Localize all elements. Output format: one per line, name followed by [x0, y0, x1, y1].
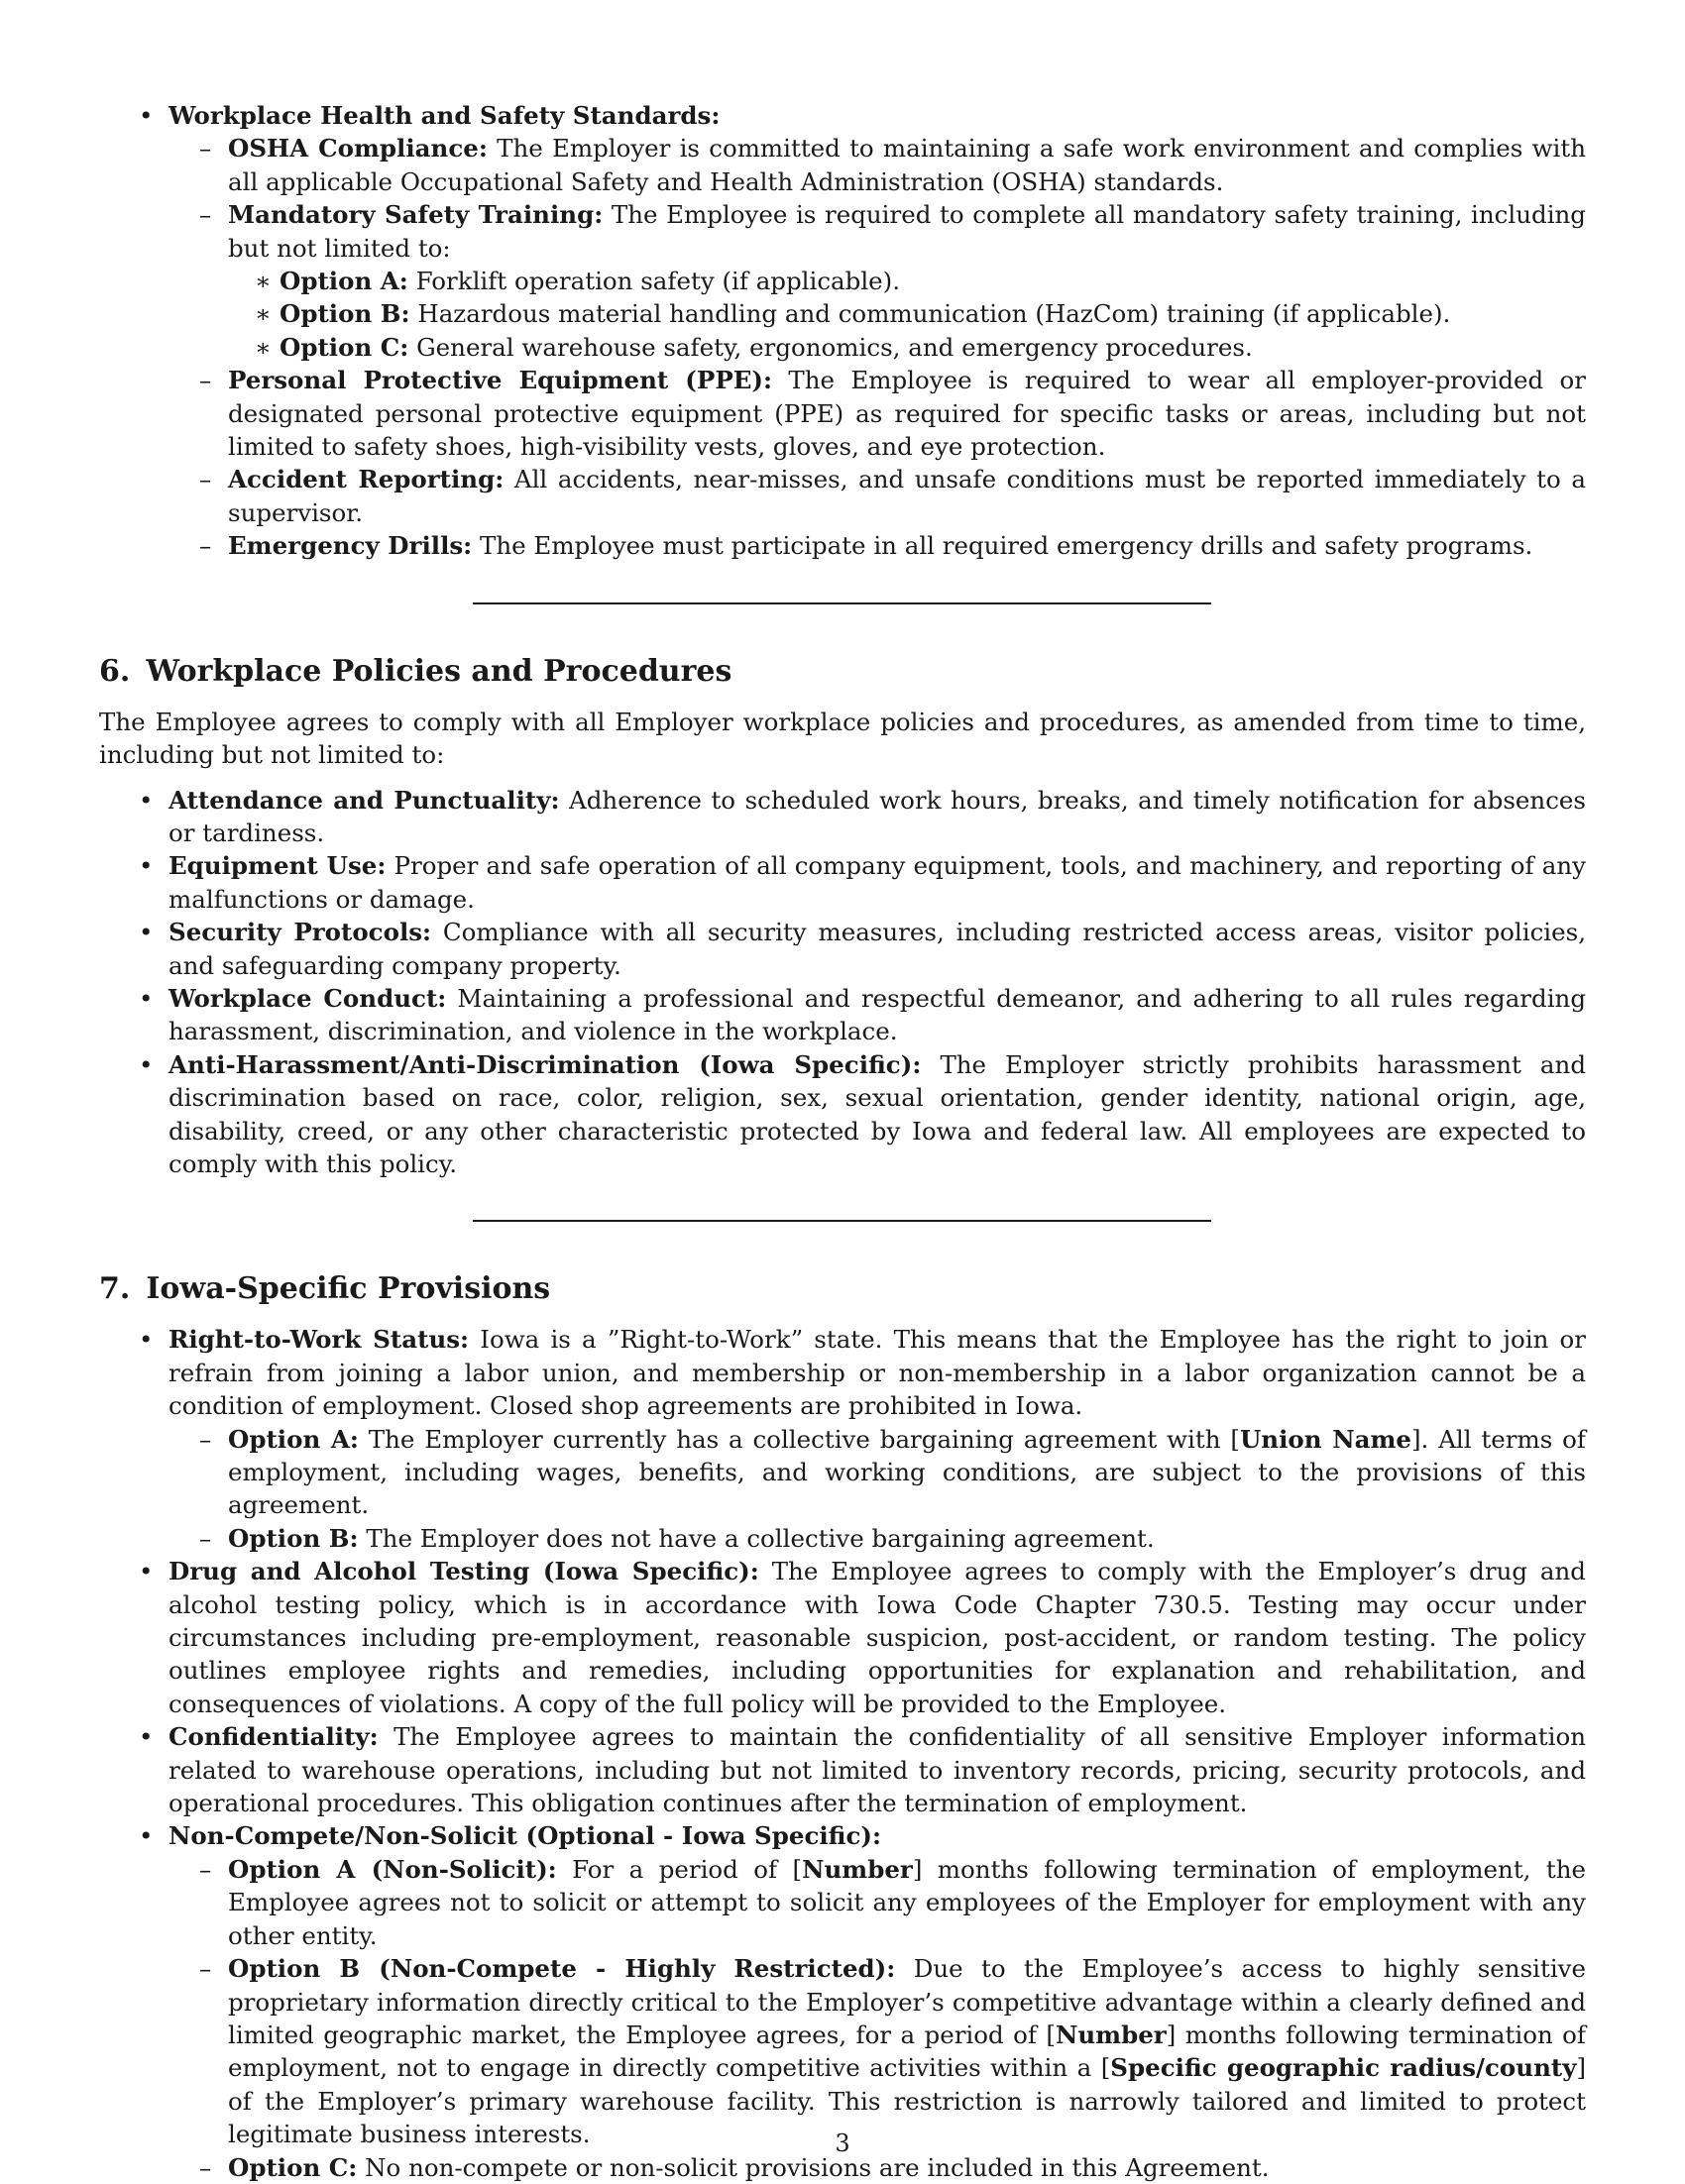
- number-placeholder: Number: [802, 1854, 913, 1884]
- policy-anti-harassment: • Anti-Harassment/Anti-Discrimination (Iowa Specific): The Employer strictly prohibits harassment and discrimination based on race, color, religion, sex, sexual orientation, gender identity, national origin, age, disability, creed, or any other characteristic protected by Iowa and federal law. All employees are expected to comply with this policy.: [99, 1048, 1586, 1181]
- policy-equipment: • Equipment Use: Proper and safe operation of all company equipment, tools, and machinery, and reporting of any malfunctions or damage.: [99, 849, 1586, 916]
- section-6-list: [99, 784, 1586, 1181]
- rtw-option-a: – Option A: The Employer currently has a collective bargaining agreement with [Union Name]. All terms of employment, including wages, benefits, and working conditions, are subject to the provisions of this agreement.: [168, 1423, 1586, 1522]
- number-placeholder: Number: [1055, 2020, 1167, 2049]
- policy-conduct: • Workplace Conduct: Maintaining a professional and respectful demeanor, and adhering to all rules regarding harassment, discrimination, and violence in the workplace.: [99, 982, 1586, 1048]
- nc-option-c: – Option C: No non-compete or non-solicit provisions are included in this Agreement.: [168, 2151, 1586, 2184]
- section-divider: [473, 602, 1211, 604]
- training-option-b: ∗ Option B: Hazardous material handling and communication (HazCom) training (if applicable).: [228, 297, 1586, 330]
- page-number: 3: [835, 2129, 850, 2157]
- safety-standards-item: [99, 99, 1586, 563]
- safety-item-accident: – Accident Reporting: All accidents, near-misses, and unsafe conditions must be reported immediately to a supervisor.: [168, 463, 1586, 529]
- rtw-option-b: – Option B: The Employer does not have a collective bargaining agreement.: [168, 1522, 1586, 1555]
- safety-item-training: – Mandatory Safety Training: The Employee is required to complete all mandatory safety training, including but not limited to: ∗ Option A: Forklift operation safety (if applicable). ∗ Option B: Hazardous material handling and communication (HazCom) training (if applicable). ∗ Option C: General warehouse safety, ergonomics, and emergency procedures.: [168, 198, 1586, 364]
- training-option-a: ∗ Option A: Forklift operation safety (if applicable).: [228, 265, 1586, 297]
- provision-non-compete: • Non-Compete/Non-Solicit (Optional - Iowa Specific): – Option A (Non-Solicit): For a period of [Number] months following termination of employment, the Employee agrees not to solicit or attempt to solicit any employees of the Employer for employment with any other entity. – Option B (Non-Compete - Highly Restricted): Due to the Employee’s access to highly sensitive proprietary information directly critical to the Employer’s competitive advantage within a clearly defined and limited geographic market, the Employee agrees, for a period of [Number] months following termination of employment, not to engage in directly competitive activities within a [Specific geographic radius/county] of the Employer’s primary warehouse facility. This restriction is narrowly tailored and limited to protect legitimate business interests. – Option C: No non-compete or non-solicit provisions are included in this Agreement.: [99, 1819, 1586, 2183]
- section-7-list: [99, 1323, 1586, 2184]
- safety-list: [99, 99, 1586, 563]
- radius-placeholder: Specific geographic radius/county: [1110, 2053, 1577, 2083]
- policy-attendance: • Attendance and Punctuality: Adherence to scheduled work hours, breaks, and timely notification for absences or tardiness.: [99, 784, 1586, 850]
- training-option-c: ∗ Option C: General warehouse safety, ergonomics, and emergency procedures.: [228, 331, 1586, 364]
- safety-item-ppe: – Personal Protective Equipment (PPE): The Employee is required to wear all employer-provided or designated personal protective equipment (PPE) as required for specific tasks or areas, including but not limited to safety shoes, high-visibility vests, gloves, and eye protection.: [168, 364, 1586, 463]
- union-name-placeholder: Union Name: [1239, 1424, 1411, 1454]
- safety-subitems: [168, 132, 1586, 562]
- section-6-heading: 6. Workplace Policies and Procedures: [99, 653, 732, 689]
- safety-item-osha: – OSHA Compliance: The Employer is committed to maintaining a safe work environment and complies with all applicable Occupational Safety and Health Administration (OSHA) standards.: [168, 132, 1586, 198]
- safety-heading: Workplace Health and Safety Standards:: [168, 101, 721, 130]
- policy-security: • Security Protocols: Compliance with all security measures, including restricted access areas, visitor policies, and safeguarding company property.: [99, 916, 1586, 982]
- provision-right-to-work: • Right-to-Work Status: Iowa is a ”Right-to-Work” state. This means that the Employee has the right to join or refrain from joining a labor union, and membership or non-membership in a labor organization cannot be a condition of employment. Closed shop agreements are prohibited in Iowa. – Option A: The Employer currently has a collective bargaining agreement with [Union Name]. All terms of employment, including wages, benefits, and working conditions, are subject to the provisions of this agreement. – Option B: The Employer does not have a collective bargaining agreement.: [99, 1323, 1586, 1555]
- section-7-heading: 7. Iowa-Specific Provisions: [99, 1271, 551, 1307]
- safety-item-drills: – Emergency Drills: The Employee must participate in all required emergency drills and safety programs.: [168, 529, 1586, 562]
- section-divider: [473, 1220, 1211, 1222]
- right-to-work-options: [168, 1423, 1586, 1556]
- nc-option-b: – Option B (Non-Compete - Highly Restricted): Due to the Employee’s access to highly sensitive proprietary information directly critical to the Employer’s competitive advantage within a clearly defined and limited geographic market, the Employee agrees, for a period of [Number] months following termination of employment, not to engage in directly competitive activities within a [Specific geographic radius/county] of the Employer’s primary warehouse facility. This restriction is narrowly tailored and limited to protect legitimate business interests.: [168, 1952, 1586, 2150]
- training-options: [228, 265, 1586, 364]
- provision-drug-testing: • Drug and Alcohol Testing (Iowa Specific): The Employee agrees to comply with the Employer’s drug and alcohol testing policy, which is in accordance with Iowa Code Chapter 730.5. Testing may occur under circumstances including pre-employment, reasonable suspicion, post-accident, or random testing. The policy outlines employee rights and remedies, including opportunities for explanation and rehabilitation, and consequences of violations. A copy of the full policy will be provided to the Employee.: [99, 1555, 1586, 1720]
- section-6-intro: The Employee agrees to comply with all Employer workplace policies and procedures, as amended from time to time, including but not limited to:: [99, 707, 1586, 770]
- document-page: [99, 99, 1586, 2184]
- provision-confidentiality: • Confidentiality: The Employee agrees to maintain the confidentiality of all sensitive Employer information related to warehouse operations, including but not limited to inventory records, pricing, security protocols, and operational procedures. This obligation continues after the termination of employment.: [99, 1720, 1586, 1819]
- nc-option-a: – Option A (Non-Solicit): For a period of [Number] months following termination of employment, the Employee agrees not to solicit or attempt to solicit any employees of the Employer for employment with any other entity.: [168, 1853, 1586, 1952]
